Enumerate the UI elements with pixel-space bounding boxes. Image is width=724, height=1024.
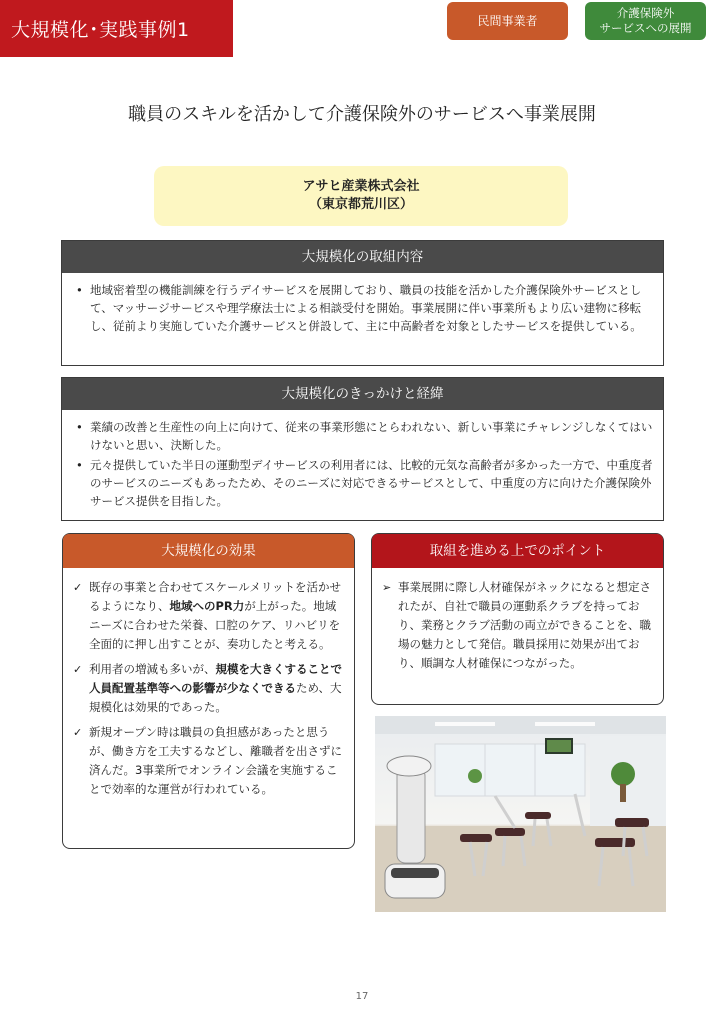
page-heading: 職員のスキルを活かして介護保険外のサービスへ事業展開 [128,104,596,125]
initiatives-title: 大規模化の取組内容 [62,241,663,273]
effects-title: 大規模化の効果 [63,534,354,568]
category-tag [585,2,706,40]
effects-item [73,578,344,654]
background-item: • 業績の改善と生産性の向上に向けて、従来の事業形態にとらわれない、新しい事業にチャレンジしなくてはいけないと思い、決断した。 [74,418,653,454]
check-icon: ✓ [73,581,83,594]
page-number: 17 [355,991,369,1002]
corner-title: 大規模化･実践事例1 [0,0,233,57]
company-name: アサヒ産業株式会社 [302,179,420,194]
effects-item-text: 新規オープン時は職員の負担感があったと思うが、働き方を工夫するなどし、離職者を出さずに済んだ。3事業所でオンライン会議を実施することで効率的な運営が行われている。 [89,725,342,796]
points-item-text: 事業展開に際し人材確保がネックになると想定されたが、自社で職員の運動系クラブを持っており、業務とクラブ活動の両立ができることを、職場の魅力として発信。職員採用に効果が出ており、順調な人材確保につながった。 [398,580,651,670]
effects-item [73,660,344,717]
background-item: • 元々提供していた半日の運動型デイサービスの利用者には、比較的元気な高齢者が多かった一方で、中重度者のサービスのニーズもあったため、そのニーズに対応できるサービスとして、中重度の方に向けた介護保険外サービス提供を目指した。 [74,456,653,510]
gym-photo [375,716,666,912]
gym-photo-illustration [375,716,666,912]
check-icon: ✓ [73,726,83,739]
background-section [61,377,664,521]
points-title: 取組を進める上でのポイント [372,534,663,568]
effects-item-emphasis: 地域へのPR力 [169,599,245,613]
business-type-label: 民間事業者 [477,13,538,28]
effects-item-text: 利用者の増減も多いが、 [89,662,216,676]
company-location: （東京都荒川区） [308,197,413,212]
effects-item-text: が上がった。地域ニーズに合わせた栄養、口腔のケア、リハビリを全面的に押し出すことが、奏功したと考える。 [89,599,341,651]
company-box [154,166,568,226]
effects-item-emphasis: 規模を大きくすることで人員配置基準等への影響が少なくできる [89,662,342,695]
effects-item-text: ため、大規模化は効果的であった。 [89,681,342,714]
category-label: 介護保険外 サービスへの展開 [599,6,692,35]
effects-section [62,533,355,849]
points-item [382,578,653,673]
background-title: 大規模化のきっかけと経緯 [62,378,663,410]
check-icon: ✓ [73,663,83,676]
initiatives-section [61,240,664,366]
points-section [371,533,664,705]
effects-item [73,723,344,799]
effects-item-text: 既存の事業と合わせてスケールメリットを活かせるようになり、 [89,580,341,613]
arrow-bullet-icon: ➢ [382,581,392,594]
business-type-tag [447,2,568,40]
initiatives-item: • 地域密着型の機能訓練を行うデイサービスを展開しており、職員の技能を活かした介護保険外サービスとして、マッサージサービスや理学療法士による相談受付を開始。事業展開に伴い事業所もより広い建物に移転し、従前より実施していた介護サービスと併設して、主に中高齢者を対象としたサービスを提供している。 [74,281,653,335]
